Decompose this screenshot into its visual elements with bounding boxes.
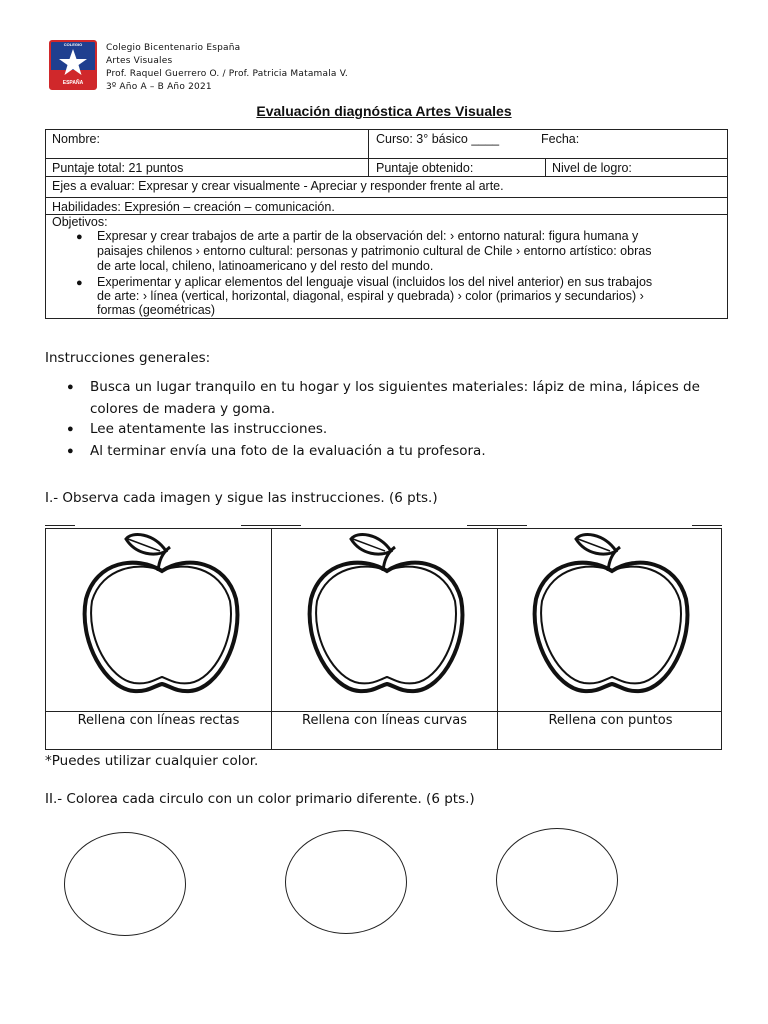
- bullet-icon: ●: [67, 445, 74, 457]
- nivel-logro: Nivel de logro:: [552, 161, 632, 175]
- page-title: Evaluación diagnóstica Artes Visuales: [256, 103, 512, 119]
- bullet-icon: ●: [67, 381, 74, 393]
- caption-straight-lines: Rellena con líneas rectas: [77, 713, 240, 728]
- objective-2-line-1: Experimentar y aplicar elementos del lenguaje visual (incluidos los del nivel anterior) en sus trabajos: [97, 275, 653, 289]
- section-2-heading: II.- Colorea cada circulo con un color primario diferente. (6 pts.): [45, 791, 475, 807]
- bullet-icon: ●: [67, 423, 74, 435]
- nombre-label: Nombre:: [52, 132, 100, 146]
- objective-1-line-1: Expresar y crear trabajos de arte a partir de la observación del: › entorno natural: figura humana y: [97, 229, 639, 243]
- answer-blank: [45, 525, 75, 526]
- coloring-circle[interactable]: [64, 832, 186, 936]
- logo-top-text: COLEGIO: [63, 42, 83, 47]
- color-note: *Puedes utilizar cualquier color.: [45, 753, 259, 769]
- bullet-icon: ●: [76, 231, 83, 243]
- objetivos-label: Objetivos:: [52, 215, 108, 229]
- coloring-circle[interactable]: [285, 830, 407, 934]
- puntaje-obtenido: Puntaje obtenido:: [376, 161, 474, 175]
- curso-label: Curso: 3° básico ____: [376, 132, 500, 146]
- answer-blank: [467, 525, 527, 526]
- school-logo: [49, 40, 97, 90]
- caption-curved-lines: Rellena con líneas curvas: [302, 713, 467, 728]
- instructions-heading: Instrucciones generales:: [45, 350, 211, 366]
- ejes-evaluar: Ejes a evaluar: Expresar y crear visualmente - Apreciar y responder frente al arte.: [52, 179, 504, 193]
- bullet-icon: ●: [76, 277, 83, 289]
- puntaje-total: Puntaje total: 21 puntos: [52, 161, 184, 175]
- course-year: 3º Año A – B Año 2021: [106, 82, 212, 92]
- info-table: [45, 129, 728, 319]
- answer-blank: [241, 525, 301, 526]
- habilidades: Habilidades: Expresión – creación – comunicación.: [52, 200, 335, 214]
- apple-outline-icon: [76, 529, 246, 699]
- objective-2-line-2: de arte: › línea (vertical, horizontal, diagonal, espiral y quebrada) › color (primarios y secundarios) ›: [97, 289, 644, 303]
- instruction-2: Lee atentamente las instrucciones.: [90, 421, 328, 437]
- objective-1-line-2: paisajes chilenos › entorno cultural: personas y patrimonio cultural de Chile › entorno artístico: obras: [97, 244, 652, 258]
- apple-outline-icon: [301, 529, 471, 699]
- logo-bottom-text: ESPAÑA: [62, 80, 84, 86]
- coloring-circle[interactable]: [496, 828, 618, 932]
- apple-outline-icon: [526, 529, 696, 699]
- subject-name: Artes Visuales: [106, 56, 173, 66]
- instruction-1: Busca un lugar tranquilo en tu hogar y los siguientes materiales: lápiz de mina, lápices de: [90, 379, 700, 395]
- fecha-label: Fecha:: [541, 132, 580, 146]
- teachers: Prof. Raquel Guerrero O. / Prof. Patricia Matamala V.: [106, 69, 348, 79]
- instruction-3: Al terminar envía una foto de la evaluación a tu profesora.: [90, 443, 486, 459]
- section-1-heading: I.- Observa cada imagen y sigue las instrucciones. (6 pts.): [45, 490, 438, 506]
- apple-table: [45, 528, 722, 750]
- answer-blank: [692, 525, 722, 526]
- instruction-1-cont: colores de madera y goma.: [90, 401, 275, 417]
- caption-dots: Rellena con puntos: [548, 713, 673, 728]
- objective-2-line-3: formas (geométricas): [97, 303, 216, 317]
- school-name: Colegio Bicentenario España: [106, 43, 241, 53]
- objective-1-line-3: de arte local, chileno, latinoamericano y del resto del mundo.: [97, 259, 434, 273]
